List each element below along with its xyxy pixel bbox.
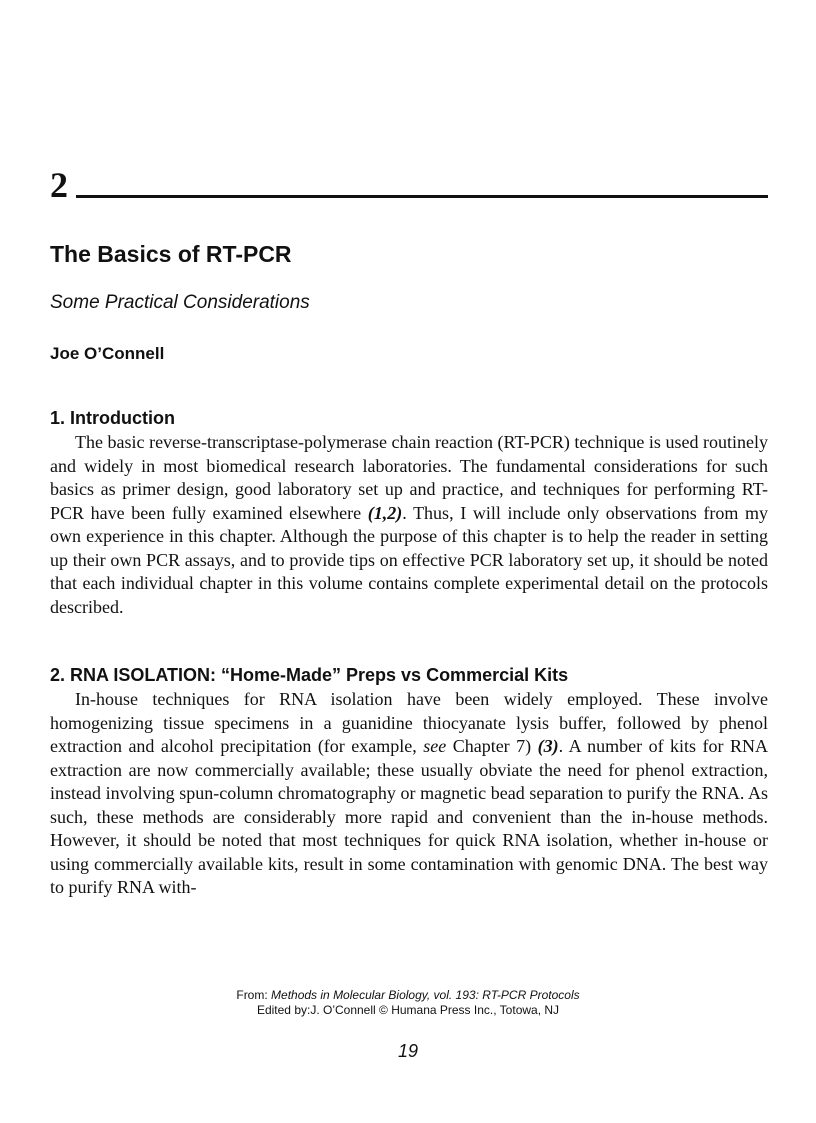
chapter-rule — [76, 195, 768, 198]
footer-source-line — [0, 988, 816, 1003]
section-introduction — [50, 407, 768, 619]
footer-edited-line: Edited by:J. O’Connell © Humana Press Inc., Totowa, NJ — [256, 1003, 560, 1017]
page-footer — [0, 988, 816, 1018]
chapter-subtitle: Some Practical Considerations — [50, 292, 310, 313]
paragraph-text: Chapter 7) — [446, 736, 538, 756]
see-reference: see — [423, 736, 447, 756]
paragraph-text: . A number of kits for RNA extraction are now commercially available; these usually obviate the need for phenol extraction, instead involving spun-column chromatography or magnetic bead separation to purify the RNA. As such, these methods are considerably more rapid and convenient than the in-house methods. However, it should be noted that most techniques for quick RNA isolation, whether in-house or using commercially available kits, result in some contamination with genomic DNA. The best way to purify RNA with- — [50, 736, 768, 897]
section-heading: 1. Introduction — [50, 408, 175, 428]
paragraph-text: . Thus, I will include only observations from my own experience in this chapter. Although the purpose of this chapter is to help the reader in setting up their own PCR assays, and to provide tips on effective PCR laboratory set up, it should be noted that each individual chapter in this volume contains complete experimental detail on the protocols described. — [50, 502, 768, 617]
chapter-title: The Basics of RT-PCR — [50, 241, 292, 267]
author-name: Joe O’Connell — [50, 344, 165, 363]
section-paragraph — [50, 431, 768, 619]
section-rna-isolation — [50, 664, 768, 900]
footer-from-label: From: — [236, 988, 272, 1002]
footer-source: Methods in Molecular Biology, vol. 193: RT-PCR Protocols — [271, 988, 580, 1002]
paragraph-text: In-house techniques for RNA isolation have been widely employed. These involve homogenizing tissue specimens in a guanidine thiocyanate lysis buffer, followed by phenol extraction and alcohol precipitation (for example, — [50, 689, 768, 756]
section-heading: 2. RNA ISOLATION: “Home-Made” Preps vs Commercial Kits — [50, 665, 569, 685]
paragraph-text: The basic reverse-transcriptase-polymerase chain reaction (RT-PCR) technique is used routinely and widely in most biomedical research laboratories. The fundamental considerations for such basics as primer design, good laboratory set up and practice, and techniques for performing RT-PCR have been fully examined elsewhere — [50, 432, 768, 523]
chapter-header — [50, 165, 768, 205]
citation-ref: (1,2) — [367, 502, 403, 523]
citation-ref: (3) — [537, 736, 559, 756]
chapter-number: 2 — [50, 165, 68, 205]
page-number: 19 — [397, 1041, 419, 1061]
section-paragraph — [50, 688, 768, 900]
